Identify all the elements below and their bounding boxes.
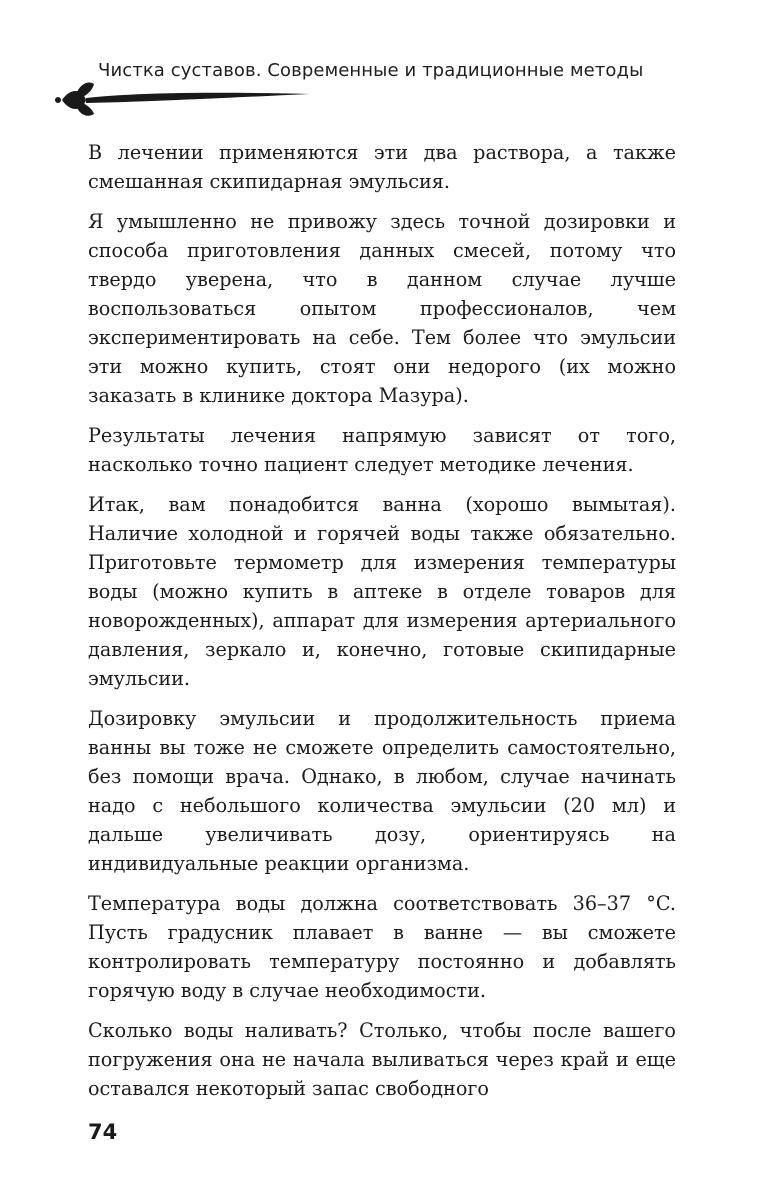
paragraph: Я умышленно не привожу здесь точной дозировки и способа приготовления данных смесей, потому что твердо уверена, что в данном случае лучше воспользоваться опытом профессионалов, чем экспериментировать на себе. Тем более что эмульсии эти можно купить, стоят они недорого (их можно заказать в клинике доктора Мазура). xyxy=(88,210,676,407)
running-head xyxy=(0,50,763,120)
paragraph: Температура воды должна соответствовать 36–37 °C. Пусть градусник плавает в ванне — вы сможете контролировать температуру постоянно и добавлять горячую воду в случае необходимости. xyxy=(88,892,676,1002)
running-title: Чистка суставов. Современные и традиционные методы xyxy=(98,60,644,81)
paragraph: В лечении применяются эти два раствора, а также смешанная скипидарная эмульсия. xyxy=(88,141,676,193)
paragraph: Сколько воды наливать? Столько, чтобы после вашего погружения она не начала выливаться через край и еще оставался некоторый запас свободного xyxy=(88,1019,676,1100)
paragraph: Итак, вам понадобится ванна (хорошо вымытая). Наличие холодной и горячей воды также обязательно. Приготовьте термометр для измерения температуры воды (можно купить в аптеке в отделе товаров для новорожденных), аппарат для измерения артериального давления, зеркало и, конечно, готовые скипидарные эмульсии. xyxy=(88,493,676,690)
paragraph: Результаты лечения напрямую зависят от того, насколько точно пациент следует методике лечения. xyxy=(88,424,676,476)
body-text xyxy=(88,138,676,1114)
flourish-ornament-icon xyxy=(52,78,312,118)
page-number: 74 xyxy=(88,1120,118,1144)
paragraph: Дозировку эмульсии и продолжительность приема ванны вы тоже не сможете определить самостоятельно, без помощи врача. Однако, в любом, случае начинать надо с небольшого количества эмульсии (20 мл) и дальше увеличивать дозу, ориентируясь на индивидуальные реакции организма. xyxy=(88,707,676,875)
